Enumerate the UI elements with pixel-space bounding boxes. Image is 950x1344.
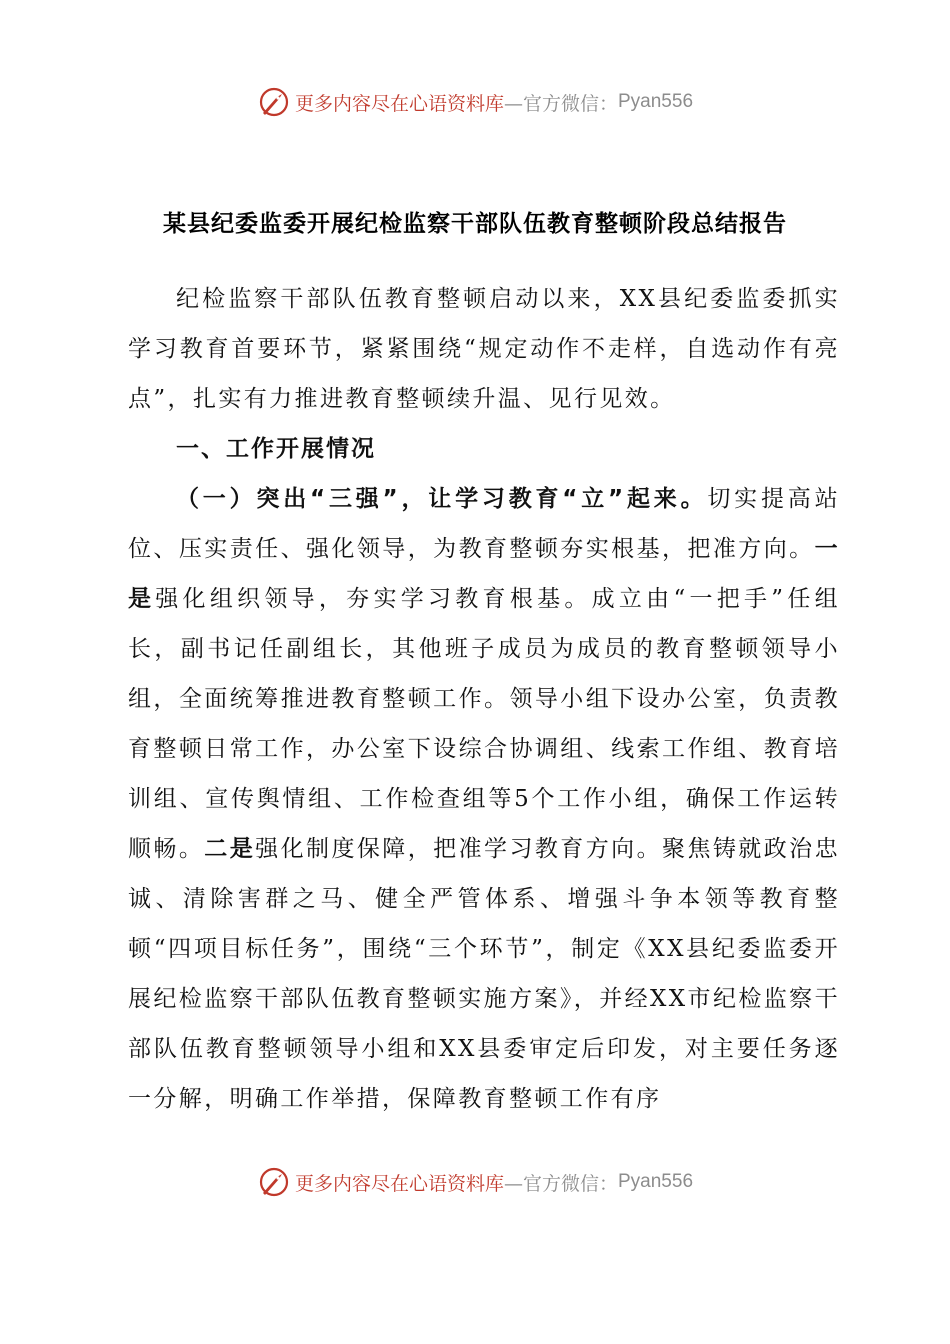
watermark-red-text: 更多内容尽在心语资料库 [294, 92, 504, 115]
subsection-lead: 切实提高站位、压实责任、强化领导，为教育整顿夯实根基，把准方向。 [128, 486, 840, 562]
watermark-banner-top [0, 82, 950, 122]
watermark-red-text: 更多内容尽在心语资料库 [294, 1172, 504, 1195]
watermark-gray-text: —官方微信： [503, 92, 618, 115]
point-1-text: 强化组织领导，夯实学习教育根基。成立由“一把手”任组长，副书记任副组长，其他班子成员为成员的教育整顿领导小组，全面统筹推进教育整顿工作。领导小组下设办公室，负责教育整顿日常工作，办公室下设综合协调组、线索工作组、教育培训组、宣传舆情组、工作检查组等5个工作小组，确保工作运转顺畅。 [128, 586, 840, 862]
pen-nib-logo-icon [257, 1165, 291, 1199]
intro-paragraph: 纪检监察干部队伍教育整顿启动以来，XX县纪委监委抓实学习教育首要环节，紧紧围绕“规定动作不走样，自选动作有亮点”，扎实有力推进教育整顿续升温、见行见效。 [128, 286, 840, 412]
subsection-paragraph [128, 474, 840, 1124]
document-title: 某县纪委监委开展纪检监察干部队伍教育整顿阶段总结报告 [163, 211, 787, 237]
point-2-label: 二是 [204, 836, 256, 862]
watermark-gray-text: —官方微信： [503, 1172, 618, 1195]
watermark-wechat-id: Pyan556 [618, 91, 694, 112]
watermark-wechat-id: Pyan556 [618, 1171, 694, 1192]
pen-nib-logo-icon [257, 85, 291, 119]
watermark-banner-bottom [0, 1162, 950, 1202]
subsection-heading: （一）突出“三强”，让学习教育“立”起来。 [176, 486, 708, 512]
point-1-label: 一是 [128, 536, 840, 612]
section-heading: 一、工作开展情况 [176, 436, 376, 462]
document-body [128, 274, 840, 1124]
point-2-text: 强化制度保障，把准学习教育方向。聚焦铸就政治忠诚、清除害群之马、健全严管体系、增强斗争本领等教育整顿“四项目标任务”，围绕“三个环节”，制定《XX县纪委监委开展纪检监察干部队伍教育整顿实施方案》，并经XX市纪检监察干部队伍教育整顿领导小组和XX县委审定后印发，对主要任务逐一分解，明确工作举措，保障教育整顿工作有序 [128, 836, 840, 1112]
